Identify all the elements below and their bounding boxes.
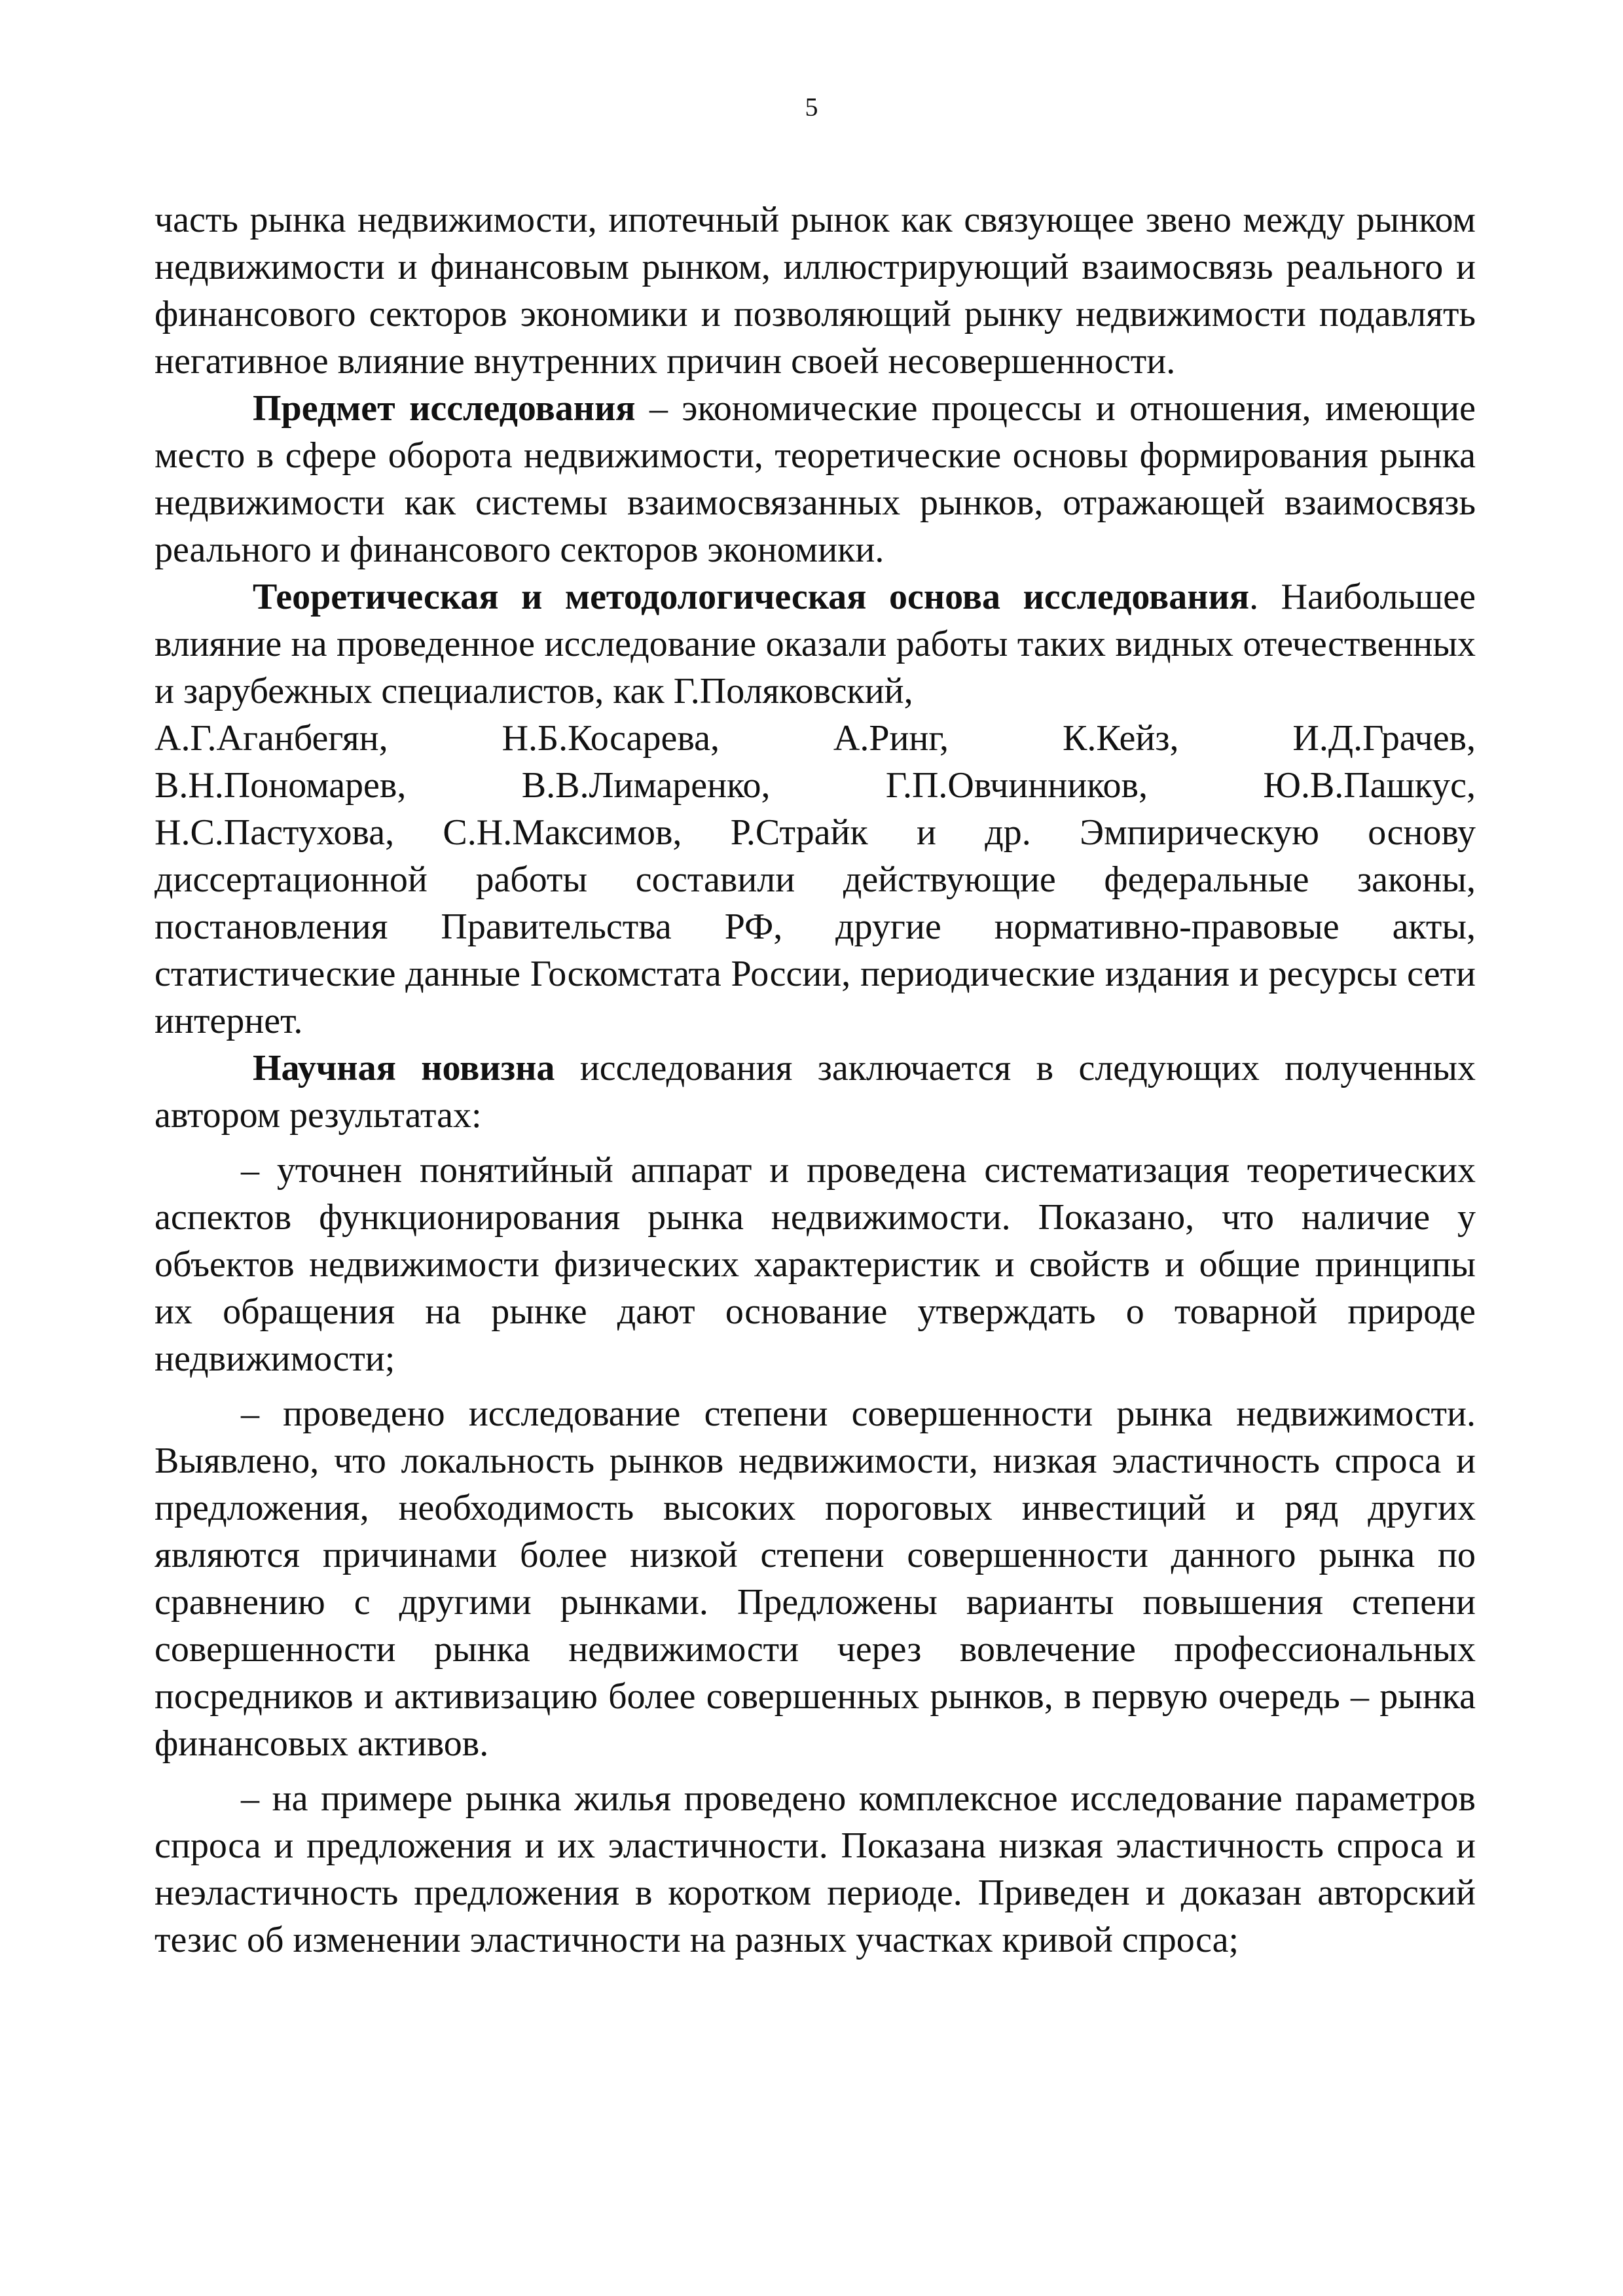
authors-line-2: В.Н.Пономарев, В.В.Лимаренко, Г.П.Овчинников, Ю.В.Пашкус,: [155, 765, 1476, 806]
document-body: [155, 196, 1476, 1964]
research-basis-text: Наибольшее влияние на проведенное исследование оказали работы таких видных отечественных и зарубежных специалистов, как Г.Поляковский,: [155, 577, 1476, 711]
scientific-novelty-text: исследования заключается в следующих полученных автором результатах:: [155, 1048, 1476, 1136]
result-item: – проведено исследование степени совершенности рынка недвижимости. Выявлено, что локальность рынков недвижимости, низкая эластичность спроса и предложения, необходимость высоких пороговых инвестиций и ряд других являются причинами более низкой степени совершенности данного рынка по сравнению с другими рынками. Предложены варианты повышения степени совершенности рынка недвижимости через вовлечение профессиональных посредников и активизацию более совершенных рынков, в первую очередь – рынка финансовых активов.: [155, 1393, 1476, 1764]
authors-line-1: А.Г.Аганбегян, Н.Б.Косарева, А.Ринг, К.Кейз, И.Д.Грачев,: [155, 718, 1476, 759]
result-item: – на примере рынка жилья проведено комплексное исследование параметров спроса и предложения и их эластичности. Показана низкая эластичность спроса и неэластичность предложения в коротком периоде. Приведен и доказан авторский тезис об изменении эластичности на разных участках кривой спроса;: [155, 1778, 1476, 1960]
research-basis-term-end: .: [1249, 577, 1259, 617]
empirical-basis-paragraph: Н.С.Пастухова, С.Н.Максимов, Р.Страйк и др. Эмпирическую основу диссертационной работы составили действующие федеральные законы, постановления Правительства РФ, другие нормативно-правовые акты, статистические данные Госкомстата России, периодические издания и ресурсы сети интернет.: [155, 812, 1476, 1041]
scientific-novelty-paragraph: [155, 1045, 1476, 1139]
research-basis-paragraph: [155, 573, 1476, 715]
scientific-novelty-term: Научная новизна: [253, 1048, 555, 1088]
research-subject-paragraph: [155, 385, 1476, 573]
research-basis-term: Теоретическая и методологическая основа исследования: [253, 577, 1250, 617]
intro-paragraph: часть рынка недвижимости, ипотечный рынок как связующее звено между рынком недвижимости и финансовым рынком, иллюстрирующий взаимосвязь реального и финансового секторов экономики и позволяющий рынку недвижимости подавлять негативное влияние внутренних причин своей несовершенности.: [155, 200, 1476, 382]
research-subject-text: – экономические процессы и отношения, имеющие место в сфере оборота недвижимости, теоретические основы формирования рынка недвижимости как системы взаимосвязанных рынков, отражающей взаимосвязь реального и финансового секторов экономики.: [155, 388, 1476, 570]
page-number: 5: [805, 92, 818, 122]
research-subject-term: Предмет исследования: [253, 388, 636, 429]
result-item: – уточнен понятийный аппарат и проведена систематизация теоретических аспектов функционирования рынка недвижимости. Показано, что наличие у объектов недвижимости физических характеристик и свойств и общие принципы их обращения на рынке дают основание утверждать о товарной природе недвижимости;: [155, 1150, 1476, 1379]
